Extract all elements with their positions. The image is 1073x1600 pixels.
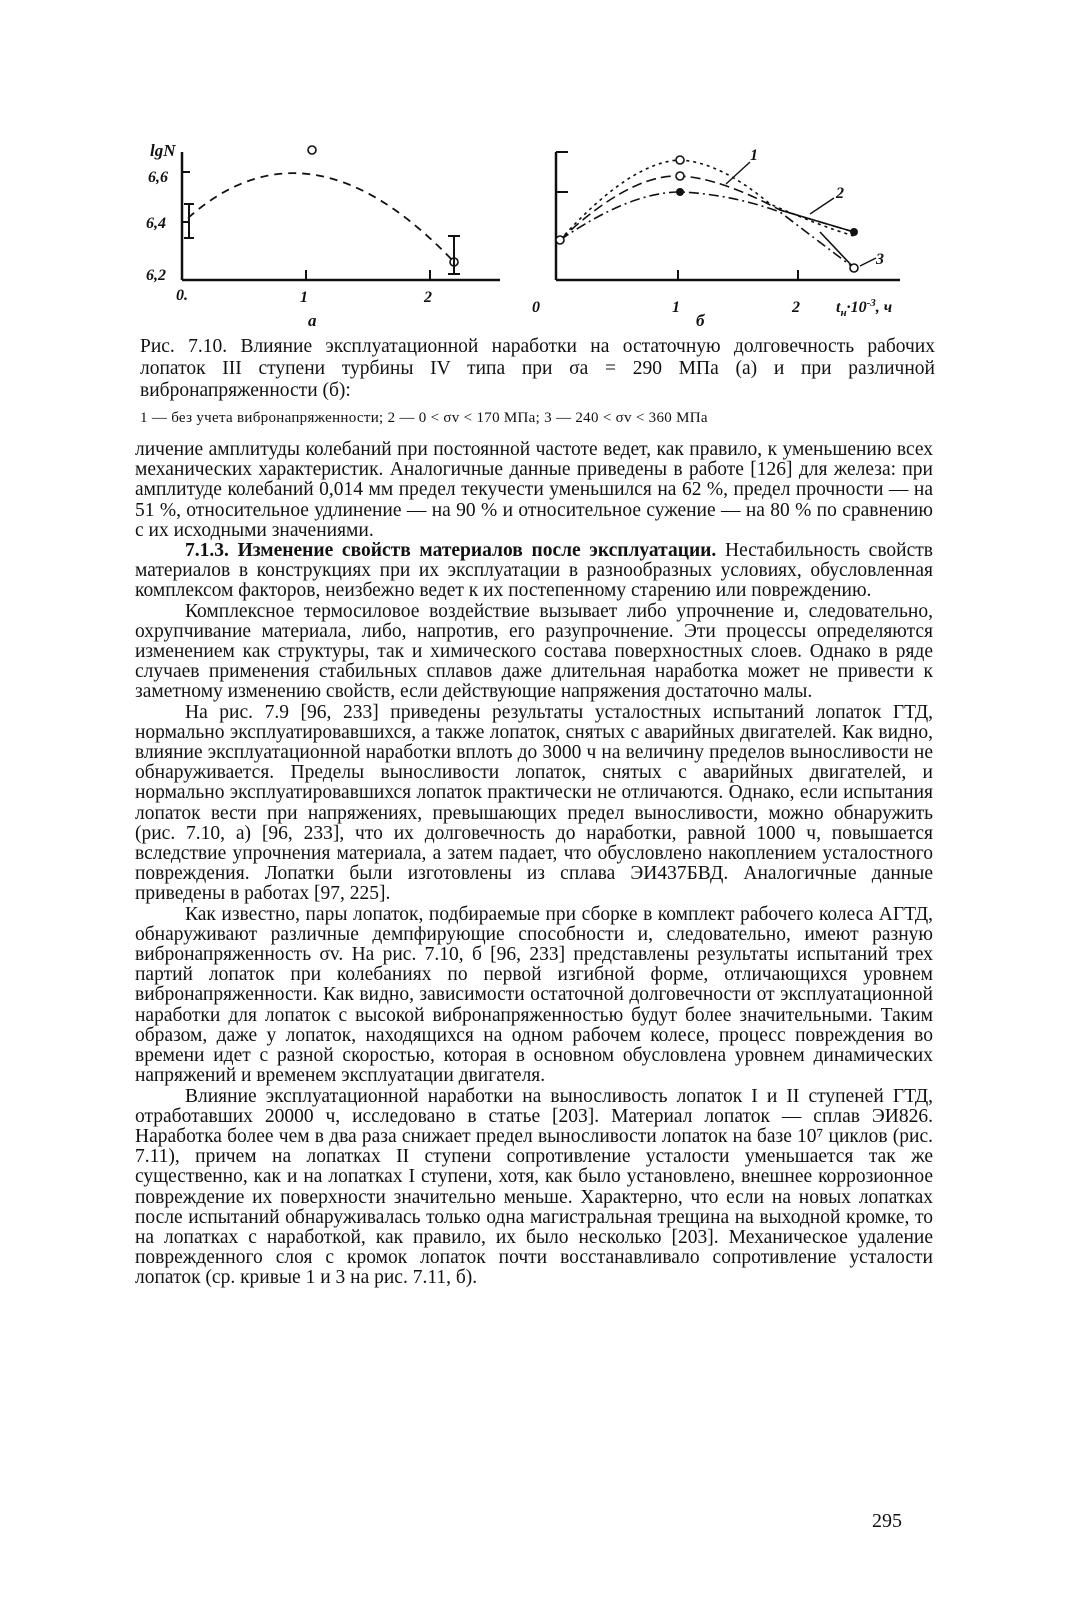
panel-b-curve-label-2: 2: [836, 185, 844, 202]
panel-a-x-tick-2: 2: [424, 289, 432, 306]
panel-b-series-1: [560, 160, 854, 240]
paragraph-1: личение амплитуды колебаний при постоянной частоте ведет, как правило, к уменьшению всех механических характеристик. Аналогичные данные приведены в работе [126] для железа: при амплитуде колебаний 0,014 мм предел текучести уменьшился на 62 %, предел прочности — на 51 %, относительное удлинение — на 90 % и относительное сужение — на 80 % по сравнению с их исходными значениями.: [135, 439, 933, 541]
caption-title: Рис. 7.10. Влияние эксплуатационной наработки на остаточную долговечность рабочих лопаток III ступени турбины IV типа при σa = 290 МПа (а) и при различной вибронапряженности (б):: [140, 336, 935, 401]
paragraph-2: [135, 541, 933, 602]
panel-b-point-3-peak: [676, 188, 684, 196]
page-number: 295: [872, 1510, 902, 1532]
panel-b-point-2-end: [850, 228, 858, 236]
paragraph-6: Влияние эксплуатационной наработки на выносливость лопаток I и II ступеней ГТД, отработавших 20000 ч, исследовано в статье [203]. Материал лопаток — сплав ЭИ826. Наработка более чем в два раза снижает предел выносливости лопаток на базе 10⁷ циклов (рис. 7.11), причем на лопатках II ступени сопротивление усталости уменьшается так же существенно, как и на лопатках I ступени, хотя, как было установлено, внешнее коррозионное повреждение их поверхности значительно меньше. Характерно, что если на новых лопатках после испытаний обнаруживалась только одна магистральная трещина на выходной кромке, то на лопатках с наработкой, как правило, их было несколько [203]. Механическое удаление поврежденного слоя с кромок лопаток почти восстанавливало сопротивление усталости лопаток (ср. кривые 1 и 3 на рис. 7.11, б).: [135, 1085, 933, 1289]
paragraph-3: Комплексное термосиловое воздействие вызывает либо упрочнение и, следовательно, охрупчивание материала, либо, напротив, его разупрочнение. Эти процессы определяются изменением как структуры, так и химического состава поверхностных слоев. Однако в ряде случаев применения стабильных сплавов даже длительная наработка может не привести к заметному изменению свойств, если действующие напряжения достаточно малы.: [135, 600, 933, 703]
panel-b-x-tick-2: 2: [792, 299, 800, 316]
panel-a-label: а: [308, 311, 317, 330]
panel-a-error-bar-2: [448, 236, 460, 274]
panel-b-leader-1: [726, 162, 750, 184]
paragraph-2-text: Нестабильность свойств материалов в конструкциях при их эксплуатации в разнообразных условиях, обусловленная комплексом факторов, неизбежно ведет к их постепенному старению или повреждению.: [135, 540, 933, 602]
caption-legend: 1 — без учета вибронапряженности; 2 — 0 < σv < 170 МПа; 3 — 240 < σv < 360 МПа: [140, 410, 708, 426]
panel-a-y-tick-64: 6,4: [146, 215, 166, 232]
panel-a-x-tick-0: 0.: [176, 287, 188, 304]
panel-b: [532, 147, 900, 330]
panel-b-leader-2: [810, 198, 834, 214]
panel-b-x-tick-1: 1: [672, 299, 680, 316]
panel-a: [146, 141, 500, 330]
panel-a-y-tick-66: 6,6: [148, 169, 168, 186]
panel-b-curve-label-3: 3: [876, 251, 884, 268]
panel-b-curve-label-1: 1: [750, 147, 758, 164]
panel-b-x-tick-0: 0: [532, 299, 540, 316]
panel-b-leader-3: [860, 258, 876, 266]
panel-a-curve: [188, 173, 454, 262]
panel-a-point-1: [308, 146, 316, 154]
panel-b-series-2: [560, 176, 854, 240]
panel-b-point-3-end: [850, 264, 858, 272]
panel-a-y-label: lgN: [150, 141, 176, 160]
paragraph-5: Как известно, пары лопаток, подбираемые при сборке в комплект рабочего колеса АГТД, обнаруживают различные демпфирующие способности и, следовательно, имеют разную вибронапряженность σv. На рис. 7.10, б [96, 233] представлены результаты испытаний трех партий лопаток при колебаниях по первой изгибной форме, отличающихся уровнем вибронапряженности. Как видно, зависимости остаточной долговечности от эксплуатационной наработки для лопаток с высокой вибронапряженностью будут более значительными. Таким образом, даже у лопаток, находящихся на одном рабочем колесе, процесс повреждения во времени идет с разной скоростью, которая в основном обусловлена уровнем динамических напряжений и временем эксплуатации двигателя.: [135, 903, 933, 1087]
panel-b-label: б: [696, 311, 705, 330]
body-text: [135, 440, 933, 1289]
panel-b-series-3: [560, 192, 854, 268]
paragraph-4: На рис. 7.9 [96, 233] приведены результаты усталостных испытаний лопаток ГТД, нормально эксплуатировавшихся, а также лопаток, снятых с аварийных двигателей. Как видно, влияние эксплуатационной наработки вплоть до 3000 ч на величину пределов выносливости не обнаруживается. Пределы выносливости лопаток, снятых с аварийных двигателей, и нормально эксплуатировавшихся лопаток практически не отличаются. Однако, если испытания лопаток вести при напряжениях, превышающих предел выносливости, можно обнаружить (рис. 7.10, а) [96, 233], что их долговечность до наработки, равной 1000 ч, повышается вследствие упрочнения материала, а затем падает, что обусловлено накоплением усталостного повреждения. Лопатки были изготовлены из сплава ЭИ437БВД. Аналогичные данные приведены в работах [97, 225].: [135, 701, 933, 905]
panel-b-point-2-peak: [676, 172, 684, 180]
panel-b-point-start: [556, 236, 564, 244]
panel-a-y-tick-62: 6,2: [146, 267, 166, 284]
panel-b-point-1-peak: [676, 156, 684, 164]
panel-a-x-tick-1: 1: [300, 289, 308, 306]
figure-caption: [140, 336, 935, 428]
panel-b-x-axis-label: $t_н\cdot 10^{-3}$, ч: [836, 297, 893, 319]
panel-b-series-3-end: [820, 232, 854, 268]
figure-7-10: [146, 140, 950, 340]
section-heading: 7.1.3. Изменение свойств материалов после эксплуатации.: [185, 540, 717, 562]
